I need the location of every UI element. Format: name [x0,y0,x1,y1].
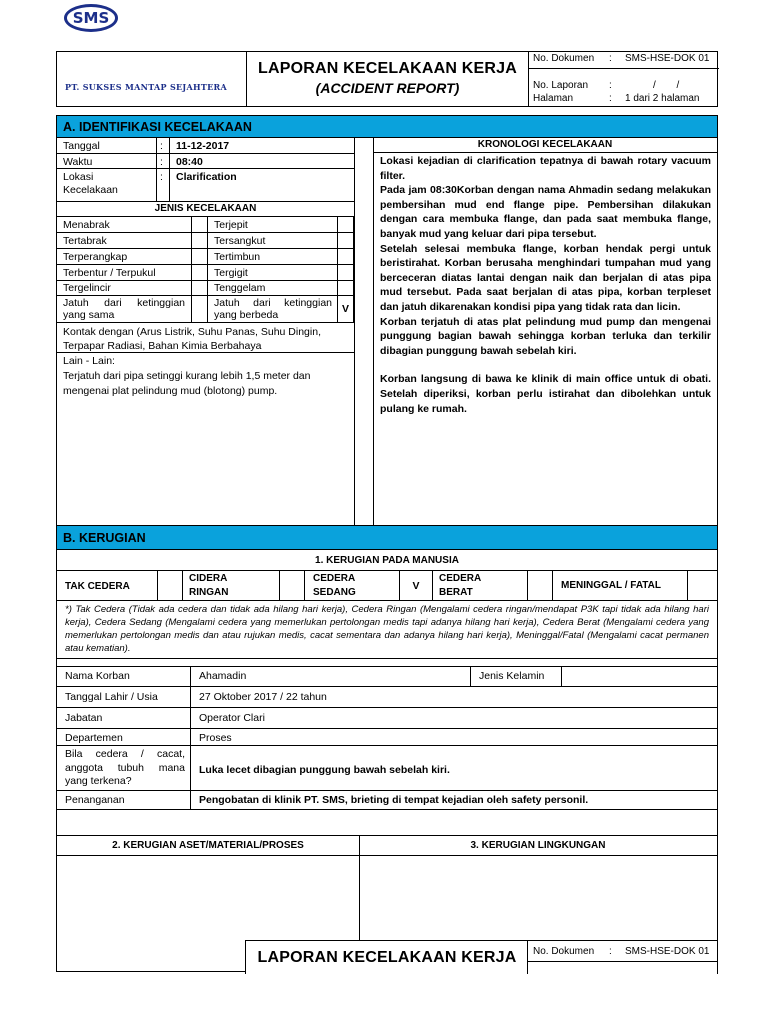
meta-halaman-label: Halaman [533,93,574,104]
lokasi-value: Clarification [176,171,237,183]
cedera-value: Luka lecet dibagian punggung bawah sebelah kiri. [199,764,450,776]
injury-checkmark: V [412,580,420,592]
section-a-title: A. IDENTIFIKASI KECELAKAAN [63,120,252,134]
departemen-label: Departemen [65,732,123,744]
category-tak-cedera: TAK CEDERA [65,581,130,592]
kronologi-paragraph-3: Setelah selesai membuka flange, korban hendak pergi untuk beristirahat. Korban berusaha menghindari tumpahan mud yang berceceran diatas lantai dengan naik dan berjalan di atas pipa mud tersebut. Pada saat berjalan di atas pipa, korban terpleset dan jatuh dikarenakan kondisi pipa yang tidak rata dan licin. [380,242,711,313]
kronologi-text [380,154,711,416]
meta-laporan-value: / / [653,80,680,91]
jenis-jatuh-sama: Jatuh dari ketinggian yang sama [63,297,185,321]
report-subtitle: (ACCIDENT REPORT) [315,80,460,96]
section-b-title: B. KERUGIAN [63,531,146,545]
category-cedera-sedang: CEDERA SEDANG [313,573,356,598]
meta-laporan-label: No. Laporan [533,80,589,91]
nama-korban-value: Ahamadin [199,670,247,682]
jenis-tenggelam: Tenggelam [214,282,266,294]
section-a-header [57,116,717,138]
lain-lain-label: Lain - Lain: [63,355,115,367]
cedera-question: Bila cedera / cacat, anggota tubuh mana yang terkena? [65,748,185,787]
jenis-tergelincir: Tergelincir [63,282,111,294]
kerugian-manusia-title: 1. KERUGIAN PADA MANUSIA [57,550,717,571]
jenis-terperangkap: Terperangkap [63,251,128,263]
waktu-label: Waktu [63,156,93,168]
jabatan-label: Jabatan [65,712,103,724]
kronologi-paragraph-2: Pada jam 08:30Korban dengan nama Ahmadin sedang melakukan pembersihan mud end flange pipe. Pembersihan dilakukan dengan cara membuka flange, dan pada saat membuka flange, banyak mud yang keluar dari pipa tersebut. [380,184,711,240]
meta-doc-value: SMS-HSE-DOK 01 [625,53,710,64]
jenis-tertabrak: Tertabrak [63,235,107,247]
kronologi-title: KRONOLOGI KECELAKAAN [373,138,717,153]
victim-details [57,659,717,834]
jenis-tertimbun: Tertimbun [214,251,261,263]
page2-header: LAPORAN KECELAKAAN KERJA No. Dokumen : SMS-HSE-DOK 01 [245,940,718,974]
waktu-value: 08:40 [176,156,203,168]
tanggal-lahir-value: 27 Oktober 2017 / 22 tahun [199,691,327,703]
identification-table: Tanggal : 11-12-2017 Waktu : 08:40 Lokasi Kecelakaan : Clarification JENIS KECELAKAAN Menabrak Tertabrak Terperangkap Terbentur / Terpukul Tergelincir Jatuh dari ketinggian yang sama Terjepit Tersangkut Tertimbun Tergigit Tenggelam Jatuh dari ketinggian yang berbeda V Kontak dengan (Arus Listrik, Suhu Panas, Suhu Dingin, Terpapar Radiasi, Bahan Kimia Berbahaya Lain - Lain: Terjatuh dari pipa setinggi kurang lebih 1,5 meter dan mengenai plat pelindung mud (blotong) pump. [57,138,354,525]
injury-categories [57,571,717,601]
category-cedera-berat: CEDERA BERAT [439,573,481,598]
jenis-kelamin-value [567,669,575,671]
meta-halaman-value: 1 dari 2 halaman [625,93,700,104]
injury-note: *) Tak Cedera (Tidak ada cedera dan tidak ada hilang hari kerja), Cedera Ringan (Mengalami cedera ringan/mendapat P3K tapi tidak ada hilang hari kerja), Cedera Sedang (Mengalami cedera yang memerlukan pertolongan medis tapi adanya hilang hari kerja), Cedera Berat (Mengalami cedera yang memerlukan pertolongan medis dan atau rujukan medis, cacat sementara dan adanya hilang hari kerja), Meninggal/Fatal (Mengalami cacat permanen atau kematian). [57,601,717,659]
category-meninggal: MENINGGAL / FATAL [561,580,661,591]
jenis-terjepit: Terjepit [214,219,248,231]
jenis-kecelakaan-title: JENIS KECELAKAAN [57,202,354,217]
jenis-terbentur: Terbentur / Terpukul [63,267,156,279]
penanganan-label: Penanganan [65,794,125,806]
kerugian-lingkungan-title: 3. KERUGIAN LINGKUNGAN [470,840,606,851]
kronologi-paragraph-1: Lokasi kejadian di clarification tepatnya di bawah rotary vacuum filter. [380,155,711,182]
kronologi-paragraph-4: Korban terjatuh di atas plat pelindung mud pump dan mengenai punggung bagian bawah sehingga korban terluka dan terkilir dibagian punggung bawah sebelah kiri. [380,315,711,357]
jenis-jatuh-berbeda: Jatuh dari ketinggian yang berbeda [214,297,332,321]
departemen-value: Proses [199,732,232,744]
jenis-checkmark: V [341,303,349,315]
jenis-kelamin-label: Jenis Kelamin [479,670,545,682]
tanggal-label: Tanggal [63,140,100,152]
page2-doc-label: No. Dokumen [533,946,595,957]
jenis-tersangkut: Tersangkut [214,235,266,247]
section-b-header [57,525,717,550]
page2-doc-value: SMS-HSE-DOK 01 [625,946,710,957]
page2-title: LAPORAN KECELAKAAN KERJA [257,949,517,966]
nama-korban-label: Nama Korban [65,670,130,682]
category-cidera-ringan: CIDERA RINGAN [189,573,229,598]
jenis-kontak: Kontak dengan (Arus Listrik, Suhu Panas, Suhu Dingin, Terpapar Radiasi, Bahan Kimia Berbahaya [63,326,321,352]
company-name: PT. SUKSES MANTAP SEJAHTERA [65,82,227,92]
kronologi-paragraph-5: Korban langsung di bawa ke klinik di main office untuk di obati. Setelah diperiksi, korban perlu istirahat dan dibolehkan untuk pulang ke rumah. [380,373,711,415]
kerugian-aset-title: 2. KERUGIAN ASET/MATERIAL/PROSES [112,840,304,851]
jenis-menabrak: Menabrak [63,219,110,231]
penanganan-value: Pengobatan di klinik PT. SMS, brieting di tempat kejadian oleh safety personil. [199,794,589,806]
tanggal-lahir-label: Tanggal Lahir / Usia [65,691,158,703]
meta-doc-label: No. Dokumen [533,53,595,64]
header-meta: No. Dokumen : SMS-HSE-DOK 01 No. Laporan : / / Halaman : 1 dari 2 halaman [533,52,717,106]
document-header [56,51,718,107]
company-logo: SMS [64,4,118,32]
lokasi-label: Lokasi Kecelakaan [63,171,118,196]
tanggal-value: 11-12-2017 [176,140,230,152]
report-title: LAPORAN KECELAKAAN KERJA [257,60,518,77]
jenis-tergigit: Tergigit [214,267,248,279]
lain-lain-text: Terjatuh dari pipa setinggi kurang lebih 1,5 meter dan mengenai plat pelindung mud (blotong) pump. [63,370,311,397]
jabatan-value: Operator Clari [199,712,265,724]
